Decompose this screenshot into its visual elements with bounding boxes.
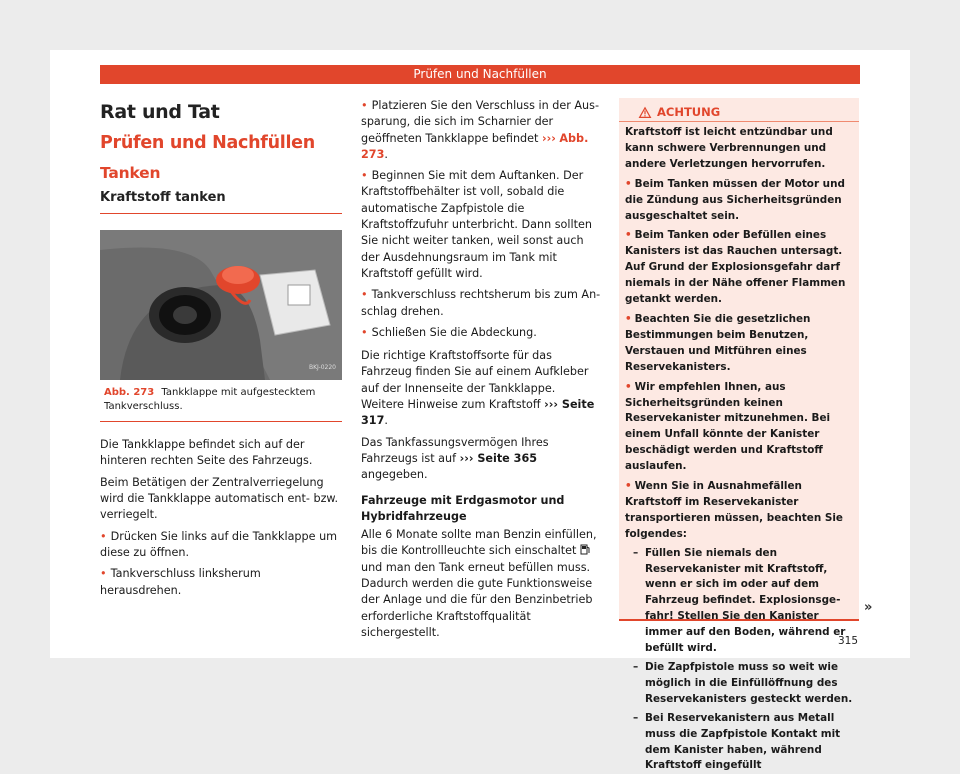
warning-item-text: Beim Tanken müssen der Motor und die Zündung aus Sicherheitsgründen ausgeschaltet sein.	[625, 177, 845, 222]
warning-subitem	[625, 711, 853, 774]
page-link[interactable]: ››› Seite 317	[361, 398, 595, 428]
figure-link[interactable]: Abb. 273	[361, 131, 589, 161]
warning-subitem-text: Die Zapfpistole muss so weit wie möglich in die Einfüllöffnung des Reservekanisters gesteckt werden.	[645, 661, 853, 705]
page-link[interactable]: ››› Seite 365	[459, 451, 538, 465]
dash-icon: –	[633, 711, 639, 724]
list-item-text: Platzieren Sie den Verschluss in der Aussparung, die sich im Scharnier der geöffneten Tankklappe befindet	[361, 99, 599, 145]
bullet-icon: •	[361, 288, 368, 302]
warning-item	[625, 228, 853, 308]
warning-subitem-text: Bei Reservekanistern aus Metall muss die Zapfpistole Kontakt mit dem Kanister haben, während Kraftstoff eingefüllt	[645, 711, 841, 772]
heading-kraftstoff-tanken: Kraftstoff tanken	[100, 190, 342, 214]
heading-pruefen: Prüfen und Nachfüllen	[100, 133, 315, 154]
warning-item-text: Beim Tanken oder Befüllen eines Kanisters ist das Rauchen untersagt. Auf Grund der Explosionsgefahr darf niemals in der Nähe offener Flammen getankt werden.	[625, 229, 846, 306]
paragraph-text: angegeben.	[361, 468, 428, 482]
bullet-icon: •	[361, 99, 368, 112]
warning-subitem-text: Füllen Sie niemals den Reservekanister mit Kraftstoff, wenn er sich im oder auf dem Fahrzeug befindet. Explosionsgefahr! Stellen Sie den Kanister immer auf den Boden, während er befüllt wird.	[645, 546, 846, 655]
warning-item-text: Wenn Sie in Ausnahmefällen Kraftstoff im Reservekanister transportieren müssen, beachten Sie folgendes:	[625, 480, 843, 540]
dash-icon: –	[633, 546, 639, 559]
column-middle	[361, 98, 601, 641]
subheading: Fahrzeuge mit Erdgasmotor und Hybridfahrzeuge	[361, 493, 565, 523]
dash-icon: –	[633, 661, 639, 673]
warning-header	[619, 98, 859, 122]
warning-item-text: Wir empfehlen Ihnen, aus Sicherheitsgründen keinen Reservekanister mitzunehmen. Bei einem Unfall könnte der Kanister beschädigt werden und Kraftstoff auslaufen.	[625, 380, 831, 473]
punctuation: .	[384, 414, 388, 428]
list-item	[100, 566, 342, 599]
list-item	[100, 529, 342, 562]
paragraph-text: Das Tankfassungsvermögen Ihres Fahrzeugs ist auf	[361, 435, 549, 465]
list-item	[361, 98, 601, 163]
paragraph: Beim Betätigen der Zentralverriegelung wird die Tankklappe automatisch ent- bzw. verriegelt.	[100, 475, 339, 522]
bullet-icon: •	[625, 177, 632, 190]
figure-link-arrow[interactable]: ›››	[541, 131, 556, 145]
column-left	[100, 100, 342, 599]
bullet-icon: •	[361, 325, 368, 339]
warning-subitem	[625, 660, 853, 708]
figure-code: BKJ-0220	[308, 363, 336, 371]
paragraph	[361, 348, 601, 429]
paragraph	[361, 527, 601, 641]
warning-title: ACHTUNG	[657, 105, 721, 119]
heading-tanken: Tanken	[100, 163, 161, 182]
punctuation: .	[384, 147, 388, 161]
list-item-text: Schließen Sie die Abdeckung.	[371, 325, 537, 339]
paragraph: Die Tankklappe befindet sich auf der hinteren rechten Seite des Fahrzeugs.	[100, 438, 313, 468]
paragraph-text: Alle 6 Monate sollte man Benzin einfüllen, bis die Kontrollleuchte sich einschaltet	[361, 528, 597, 558]
fuel-warning-lamp-icon	[580, 544, 591, 555]
bullet-icon: •	[625, 312, 632, 325]
bullet-icon: •	[361, 169, 368, 183]
bullet-icon: •	[100, 529, 107, 543]
list-item	[361, 325, 601, 341]
paragraph-text: und man den Tank erneut befüllen muss. Dadurch werden die gute Funktionsweise der Anlage und die für den Benzinbetrieb erforderliche Kraftstoffqualität sichergestellt.	[361, 560, 593, 639]
heading-rat-und-tat: Rat und Tat	[100, 101, 220, 123]
warning-item	[625, 312, 853, 376]
paragraph-text: Die richtige Kraftstoffsorte für das Fahrzeug finden Sie auf einem Aufkleber auf der Innenseite der Tankklappe. Weitere Hinweise zum Kraftstoff	[361, 349, 589, 412]
warning-item-text: Beachten Sie die gesetzlichen Bestimmungen beim Benutzen, Verstauen und Mitführen eines Reservekanisters.	[625, 312, 811, 373]
fuel-flap-illustration	[100, 230, 342, 380]
section-header: Prüfen und Nachfüllen	[100, 65, 860, 84]
page-number: 315	[838, 635, 859, 647]
list-item	[361, 168, 601, 282]
list-item-text: Tankverschluss linksherum herausdrehen.	[100, 567, 261, 597]
bullet-icon: •	[100, 567, 107, 581]
fuel-flap-figure	[100, 230, 342, 380]
figure-caption-text: Tankklappe mit aufgestecktem Tankverschluss.	[104, 387, 316, 412]
paragraph	[361, 435, 601, 484]
list-item-text: Drücken Sie links auf die Tankklappe um diese zu öffnen.	[100, 529, 338, 559]
warning-item	[625, 177, 853, 225]
warning-intro: Kraftstoff ist leicht entzündbar und kann schwere Verbrennungen und andere Verletzungen hervorrufen.	[625, 126, 833, 170]
warning-triangle-icon	[639, 107, 651, 118]
warning-item	[625, 479, 853, 543]
list-item	[361, 287, 601, 320]
warning-subitem	[625, 546, 853, 657]
warning-item	[625, 380, 853, 475]
list-item-text: Beginnen Sie mit dem Auftanken. Der Kraftstoffbehälter ist voll, sobald die automatische Zapfpistole die Kraftstoffzufuhr unterbricht. Dann sollten Sie nicht weiter tanken, weil sonst auch der Ausdehnungsraum im Tank mit Kraftstoff gefüllt wird.	[361, 169, 592, 280]
list-item-text: Tankverschluss rechtsherum bis zum Anschlag drehen.	[361, 288, 601, 318]
bullet-icon: •	[625, 229, 632, 242]
figure-caption	[100, 380, 342, 422]
figure-label: Abb. 273	[104, 387, 155, 399]
warning-body	[619, 122, 859, 774]
bullet-icon: •	[625, 380, 632, 393]
bullet-icon: •	[625, 480, 632, 493]
continue-arrow-icon: »	[864, 600, 873, 615]
